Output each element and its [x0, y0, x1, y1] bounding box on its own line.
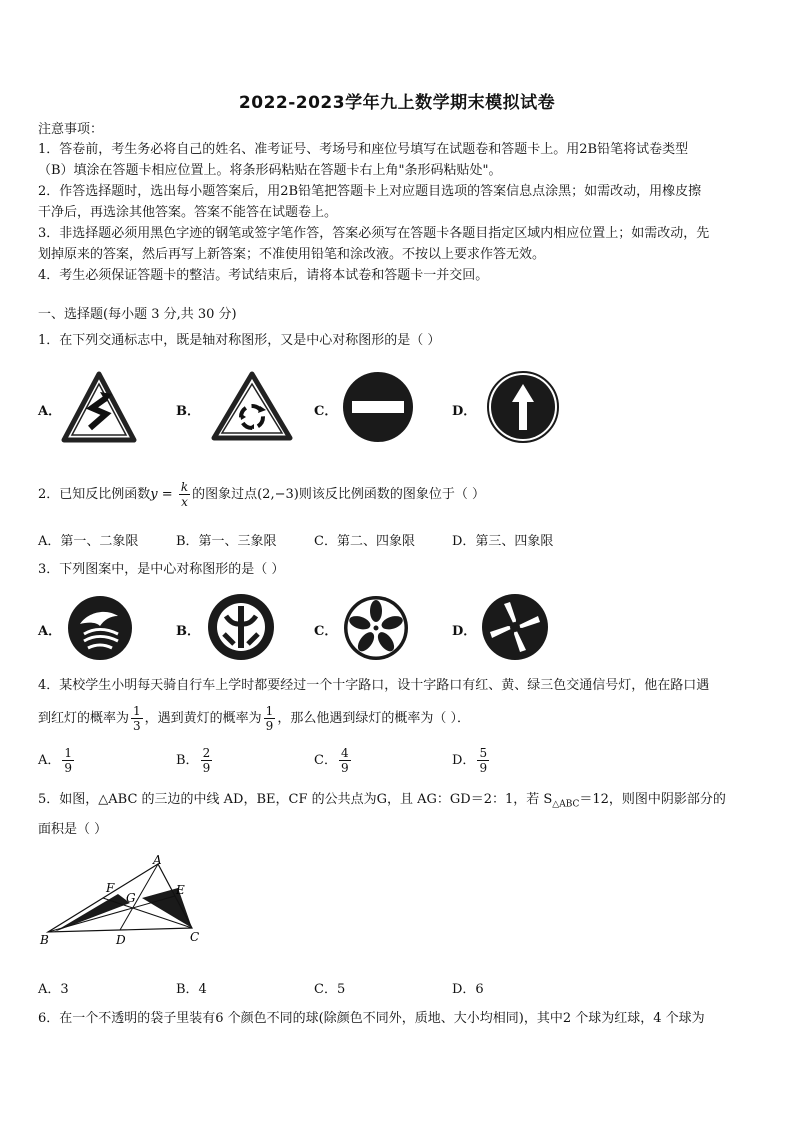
question-4-line2 [38, 704, 760, 740]
bird-emblem-icon [66, 594, 134, 662]
notice-line: （B）填涂在答题卡相应位置上。将条形码粘贴在答题卡右上角"条形码粘贴处"。 [38, 163, 502, 178]
q4-option-b-label: B． [176, 753, 199, 768]
roundabout-warning-sign-icon [210, 370, 294, 442]
q2-point: (2,−3) [257, 487, 299, 502]
q4-option-a-den: 9 [64, 761, 73, 775]
q5-text-b: ＝12，则图中阴影部分的 [579, 792, 726, 807]
q4-option-b [176, 744, 214, 778]
q2-func-denominator: x [181, 495, 188, 509]
point-a-label: A [153, 853, 162, 867]
point-b-label: B [40, 933, 49, 947]
question-5-line2: 面积是（ ） [38, 822, 108, 837]
notice-heading: 注意事项： [38, 122, 104, 137]
no-entry-sign-icon [338, 370, 418, 444]
q4-option-a-fraction [62, 746, 74, 775]
hands-emblem-icon [480, 592, 550, 662]
q2-func-eq: = [157, 487, 177, 502]
q2-text-post: 则该反比例函数的图象位于（ ） [298, 487, 485, 502]
q3-option-c-label: C． [314, 624, 338, 639]
q4-option-b-fraction [201, 746, 213, 775]
notice-line: 划掉原来的答案，然后再写上新答案；不准使用铅笔和涂改液。不按以上要求作答无效。 [38, 247, 546, 262]
q5-area-subscript: △ABC [552, 799, 580, 810]
q1-option-d-label: D． [452, 404, 477, 419]
q4-option-d-fraction [477, 746, 489, 775]
q4-option-c-fraction [339, 746, 351, 775]
point-c-label: C [190, 930, 200, 944]
notice-line: 1．答卷前，考生务必将自己的姓名、准考证号、考场号和座位号填写在试题卷和答题卡上。用2B铅笔将试卷类型 [38, 142, 689, 157]
q3-option-d-label: D． [452, 624, 477, 639]
q2-option-b: B．第一、三象限 [176, 534, 277, 549]
q5-option-a: A．3 [38, 982, 69, 997]
q4-option-c-num: 4 [340, 746, 349, 760]
q3-option-b-label: B． [176, 624, 200, 639]
q1-option-a-label: A． [38, 404, 62, 419]
university-emblem-icon [206, 592, 276, 662]
q4-option-a [38, 744, 76, 778]
question-2-text [38, 480, 760, 516]
q5-option-c: C．5 [314, 982, 346, 997]
q5-option-b: B．4 [176, 982, 207, 997]
q4-option-a-num: 1 [64, 746, 73, 760]
straight-ahead-sign-icon [484, 370, 562, 444]
flower-emblem-icon [342, 594, 410, 662]
q4-yellow-probability [264, 704, 276, 733]
q2-func-numerator: k [180, 480, 189, 494]
q4-option-c-label: C． [314, 753, 337, 768]
point-e-label: E [176, 883, 185, 897]
q4-option-d-den: 9 [479, 761, 488, 775]
question-3-text: 3．下列图案中，是中心对称图形的是（ ） [38, 562, 285, 577]
q4-yellow-numerator: 1 [265, 704, 274, 718]
q4-option-d-label: D． [452, 753, 476, 768]
q4-red-probability [131, 704, 143, 733]
triangle-median-figure [38, 852, 208, 948]
point-g-label: G [126, 891, 136, 905]
q4-option-c [314, 744, 353, 778]
q1-option-b-label: B． [176, 404, 200, 419]
q2-text-mid: 的图象过点 [192, 487, 258, 502]
point-d-label: D [116, 933, 126, 947]
q4-option-b-den: 9 [202, 761, 211, 775]
notice-line: 4．考生必须保证答题卡的整洁。考试结束后，请将本试卷和答题卡一并交回。 [38, 268, 489, 283]
page-title: 2022-2023学年九上数学期末模拟试卷 [238, 93, 556, 113]
q5-option-d: D．6 [452, 982, 484, 997]
question-1-text: 1．在下列交通标志中，既是轴对称图形，又是中心对称图形的是（ ） [38, 333, 441, 348]
question-4-line1: 4．某校学生小明每天骑自行车上学时都要经过一个十字路口，设十字路口有红、黄、绿三色交通信号灯，他在路口遇 [38, 678, 710, 693]
q4-text-c: ，那么他遇到绿灯的概率为（ ）． [277, 711, 470, 726]
q5-text-a: 5．如图，△ABC 的三边的中线 AD，BE，CF 的公共点为G，且 AG：GD＝2：1，若 S [38, 792, 553, 807]
q2-option-d: D．第三、四象限 [452, 534, 554, 549]
q4-yellow-denominator: 9 [265, 719, 274, 733]
notice-line: 2．作答选择题时，选出每小题答案后，用2B铅笔把答题卡上对应题目选项的答案信息点涂黑；如需改动，用橡皮擦 [38, 184, 702, 199]
shaded-region-left [54, 894, 130, 932]
q4-option-d-num: 5 [479, 746, 488, 760]
question-6-text: 6．在一个不透明的袋子里装有6 个颜色不同的球(除颜色不同外，质地、大小均相同)，其中2 个球为红球，4 个球为 [38, 1011, 705, 1026]
q2-func-y: y [150, 487, 158, 502]
q4-option-c-den: 9 [340, 761, 349, 775]
q4-option-a-label: A． [38, 753, 61, 768]
q2-func-fraction [179, 480, 190, 509]
q2-text-pre: 2．已知反比例函数 [38, 487, 151, 502]
zigzag-warning-sign-icon [60, 370, 138, 444]
point-f-label: F [106, 881, 115, 895]
q4-option-d [452, 744, 491, 778]
q4-option-b-num: 2 [202, 746, 211, 760]
q1-option-c-label: C． [314, 404, 338, 419]
q2-option-a: A．第一、二象限 [38, 534, 139, 549]
q4-text-a: 到红灯的概率为 [38, 711, 130, 726]
q2-option-c: C．第二、四象限 [314, 534, 415, 549]
notice-line: 干净后，再选涂其他答案。答案不能答在试题卷上。 [38, 205, 338, 220]
section-heading: 一、选择题(每小题 3 分,共 30 分) [38, 307, 237, 322]
q4-text-b: ，遇到黄灯的概率为 [144, 711, 262, 726]
q4-red-numerator: 1 [133, 704, 141, 718]
q3-option-a-label: A． [38, 624, 62, 639]
q4-red-denominator: 3 [133, 719, 141, 733]
notice-line: 3．非选择题必须用黑色字迹的钢笔或签字笔作答，答案必须写在答题卡各题目指定区域内相应位置上；如需改动，先 [38, 226, 710, 241]
question-5-line1 [38, 790, 760, 815]
